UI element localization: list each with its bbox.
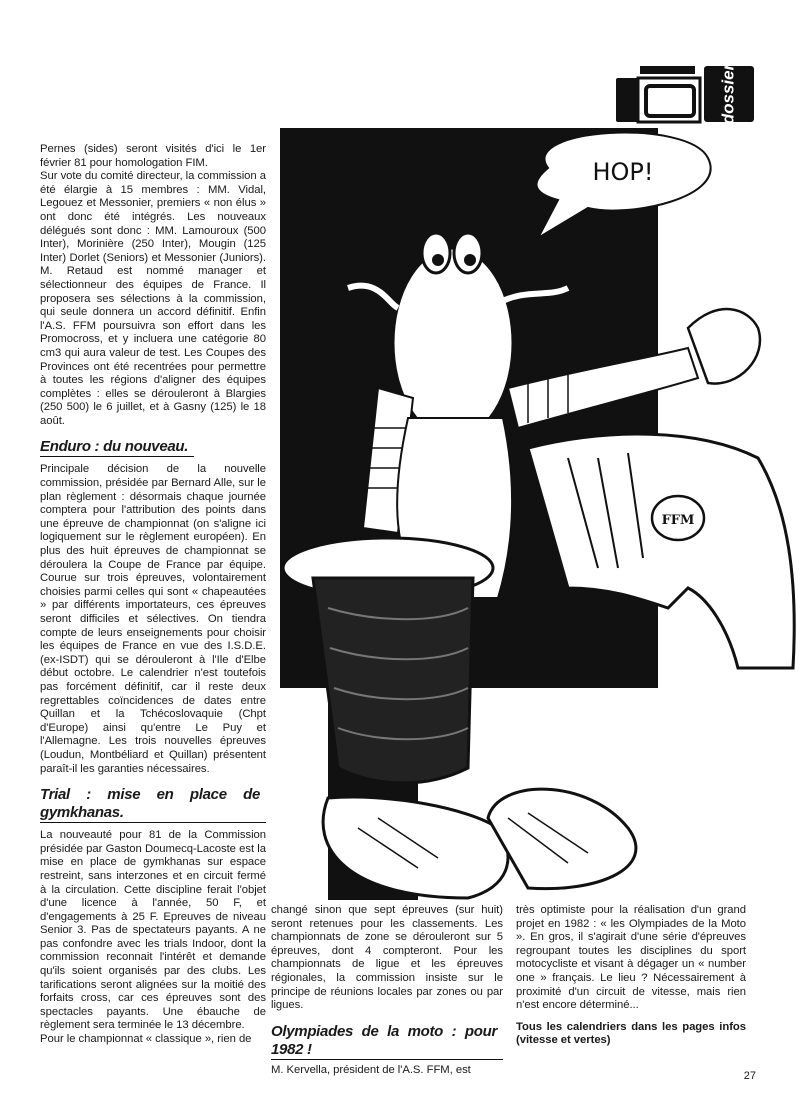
page-number: 27 xyxy=(743,1070,756,1082)
dossier-section-icon xyxy=(610,60,760,125)
trial-paragraph: La nouveauté pour 81 de la Commission présidée par Gaston Doumecq-Lacoste est la mise en place de gymkhanas sur espace restreint, sans interzones et en circuit fermé à la circulation. Cette discipline ferait l'objet d'une licence à l'année, 50 F, et d'engagements à 25 F. Epreuves de niveau Senior 3. Pas de spectateurs payants. A ne pas confondre avec les trials Indoor, dont la commission reconnait l'intérêt et demande qu'ils soient organisés par des clubs. Les tarifications seront alignées sur la moitié des forfaits cross, car ces épreuves sont des spectacles payants. Une ébauche de règlement sera terminée le 13 décembre. xyxy=(40,829,266,1032)
commission-paragraph: Sur vote du comité directeur, la commission a été élargie à 15 membres : MM. Vidal, Legouez et Messonier, premiers « non élus » ont donc été intégrés. Les nouveaux délégués sont donc : MM. Lamouroux (500 Inter), Morinière (250 Inter), Mougin (125 Inter) Dorlet (Seniors) et Messonier (Juniors). M. Retaud est nommé manager et sélectionneur des équipes de France. Il proposera ses sélections à la commission, qui seule donnera un accord définitif. Enfin l'A.S. FFM poursuivra son effort dans les Promocross, et y incluera une catégorie 80 cm3 qui aura valeur de test. Les Coupes des Provinces ont été recentrées pour permettre à toutes les régions d'aligner des équipes complètes : elles se dérouleront à Blargies (250 500) le 6 juillet, et à Gasny (125) le 18 août. xyxy=(40,170,266,427)
enduro-paragraph: Principale décision de la nouvelle commission, présidée par Bernard Alle, sur le plan règlement : désormais chaque journée comptera pour l'attribution des points dans une épreuve de championnat (on s'aligne ici logiquement sur le règlement européen). En plus des huit épreuves de championnat se déroulera la Coupe de France par équipe. Courue sur trois épreuves, volontairement choisies parmi celles qui sont « chapeautées » par différents importateurs, ces épreuves seront difficiles et sélectives. On tiendra compte de leurs enseignements pour choisir les équipes de France en vue des I.S.D.E. (ex-ISDT) qui se dérouleront à l'Ile d'Elbe début octobre. Le calendrier n'est toutefois pas forcément définitif, car il reste deux regrettables coïncidences de dates entre Quillan et la Tchécoslovaquie (Chpt d'Europe) ainsi qu'entre Le Puy et l'Allemagne. Les trois nouvelles épreuves (Loudun, Montbéliard et Quillan) présentent paraît-il les garanties nécessaires. xyxy=(40,463,266,775)
speech-bubble-text: HOP! xyxy=(592,158,654,186)
calendar-note: Tous les calendriers dans les pages infos (vitesse et vertes) xyxy=(516,1020,746,1047)
dossier-tag: dossier xyxy=(718,63,738,125)
column-middle xyxy=(271,904,503,1077)
intro-paragraph: Pernes (sides) seront visités d'ici le 1er février 81 pour homologation FIM. xyxy=(40,143,266,169)
trial-heading: Trial : mise en place de gymkhanas. xyxy=(40,786,266,823)
olympiades-heading: Olympiades de la moto : pour 1982 ! xyxy=(271,1023,503,1060)
ffm-badge-text: FFM xyxy=(661,513,695,528)
olympiades-paragraph-start: M. Kervella, président de l'A.S. FFM, est xyxy=(271,1063,471,1076)
olympiades-paragraph: très optimiste pour la réalisation d'un grand projet en 1982 : « les Olympiades de la Moto ». En gros, il s'agirait d'une série d'épreuves regroupant toutes les disciplines du sport motocycliste et visant à dégager un « number one » français. Le lieu ? Nécessairement à proximité d'un circuit de vitesse, mais rien n'est encore déterminé... xyxy=(516,904,746,1012)
classique-paragraph: changé sinon que sept épreuves (sur huit) seront retenues pour les classements. Les championnats de zone se dérouleront sur 5 épreuves, dont 4 compteront. Pour les championnats de ligue et les épreuves régionales, la commission insiste sur le principe de réunions locales par zones ou par ligues. xyxy=(271,904,503,1012)
cartoon-illustration xyxy=(268,128,800,900)
trial-tail: Pour le championnat « classique », rien de xyxy=(40,1033,252,1046)
enduro-heading: Enduro : du nouveau. xyxy=(40,438,194,457)
column-left xyxy=(40,143,266,1047)
column-right xyxy=(516,904,746,1048)
